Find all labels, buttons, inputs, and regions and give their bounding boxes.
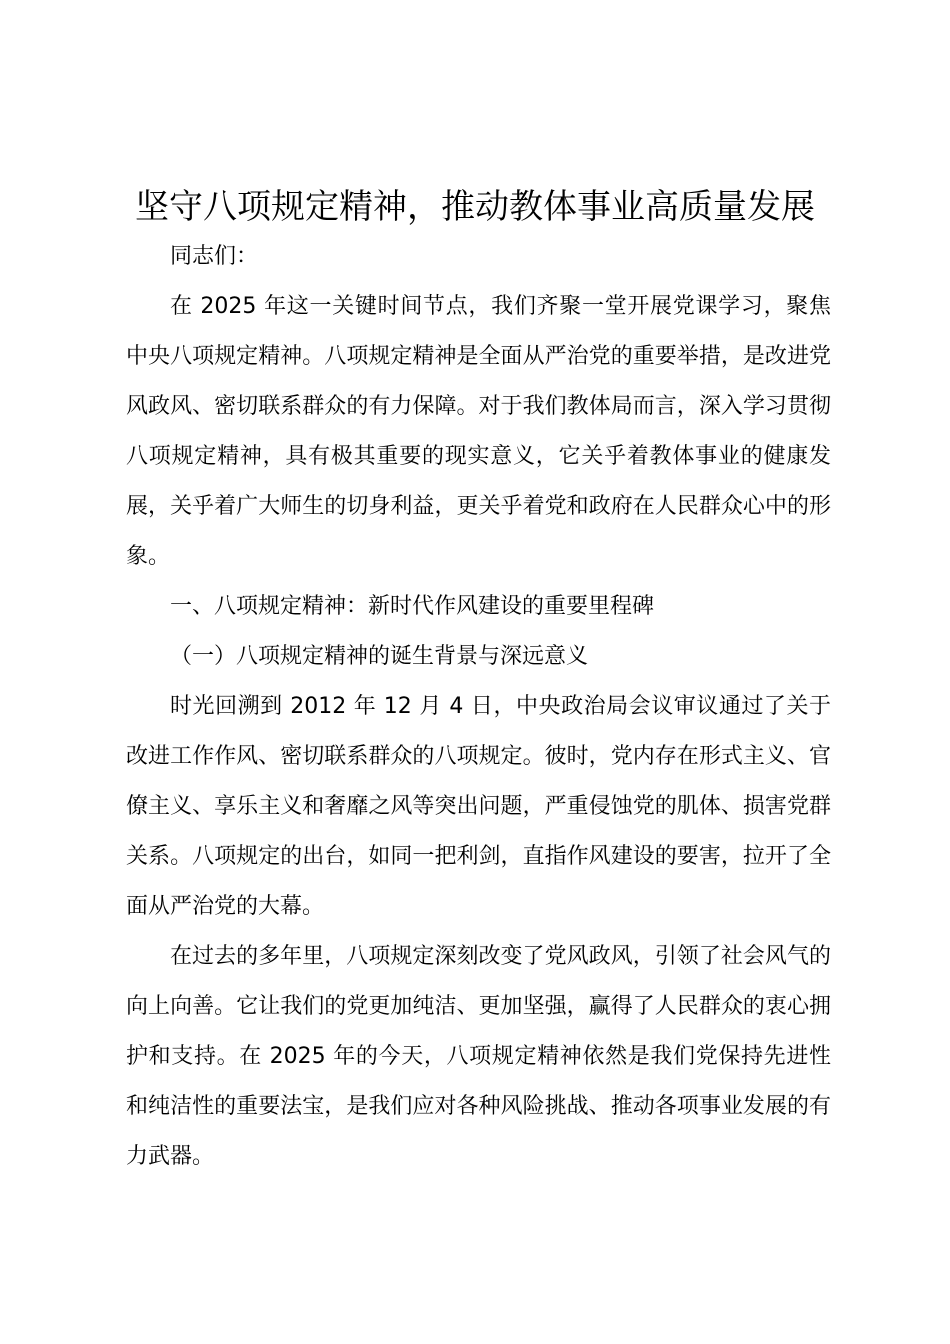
section-paragraph-1: 时光回溯到 2012 年 12 月 4 日，中央政治局会议审议通过了关于改进工作作风、密切联系群众的八项规定。彼时，党内存在形式主义、官僚主义、享乐主义和奢靡之风等突出问题，严重侵蚀党的肌体、损害党群关系。八项规定的出台，如同一把利剑，直指作风建设的要害，拉开了全面从严治党的大幕。 bbox=[126, 694, 831, 919]
section-heading-1: 一、八项规定精神：新时代作风建设的重要里程碑 bbox=[170, 594, 655, 619]
intro-paragraph: 在 2025 年这一关键时间节点，我们齐聚一堂开展党课学习，聚焦中央八项规定精神。八项规定精神是全面从严治党的重要举措，是改进党风政风、密切联系群众的有力保障。对于我们教体局而言，深入学习贯彻八项规定精神，具有极其重要的现实意义，它关乎着教体事业的健康发展，关乎着广大师生的切身利益，更关乎着党和政府在人民群众心中的形象。 bbox=[126, 294, 831, 569]
salutation: 同志们： bbox=[170, 244, 259, 269]
document-body bbox=[126, 232, 831, 1182]
document-title: 坚守八项规定精神，推动教体事业高质量发展 bbox=[135, 187, 815, 227]
subsection-heading-1-1: （一）八项规定精神的诞生背景与深远意义 bbox=[170, 644, 589, 669]
section-paragraph-2: 在过去的多年里，八项规定深刻改变了党风政风，引领了社会风气的向上向善。它让我们的党更加纯洁、更加坚强，赢得了人民群众的衷心拥护和支持。在 2025 年的今天，八项规定精神依然是我们党保持先进性和纯洁性的重要法宝，是我们应对各种风险挑战、推动各项事业发展的有力武器。 bbox=[126, 944, 831, 1169]
